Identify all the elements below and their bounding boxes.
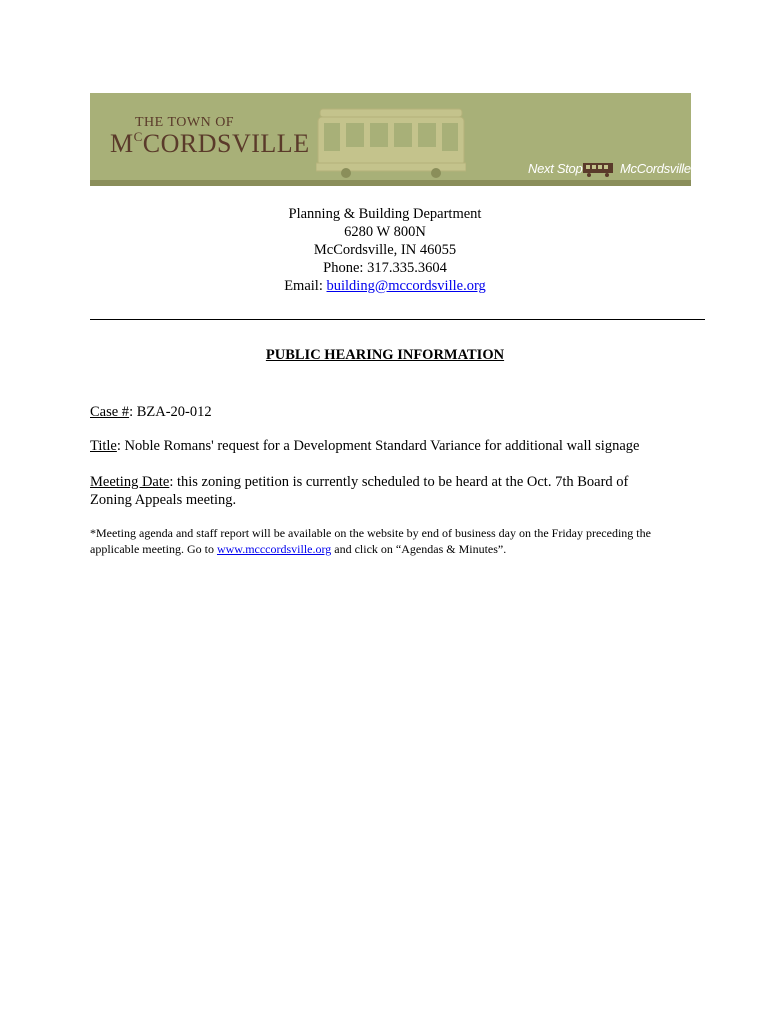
title-value: : Noble Romans' request for a Development Standard Variance for additional wall signage xyxy=(116,438,640,454)
logo-mc-c: C xyxy=(133,129,143,144)
department-address xyxy=(0,205,770,295)
email-line xyxy=(0,277,770,295)
logo-town-of: THE TOWN OF xyxy=(135,115,235,130)
tagline-mccordsville: McCordsville xyxy=(620,161,691,176)
note-text-after: and click on “Agendas & Minutes”. xyxy=(331,541,507,556)
logo-town-name xyxy=(110,129,310,159)
meeting-note xyxy=(90,526,700,557)
website-link[interactable]: www.mcccordsville.org xyxy=(216,541,332,556)
title-label: Title xyxy=(90,438,117,454)
meeting-date xyxy=(90,473,665,509)
case-label: Case # xyxy=(90,404,130,420)
logo-name-rest: CORDSVILLE xyxy=(142,129,310,158)
street-address: 6280 W 800N xyxy=(344,224,426,240)
page-title: PUBLIC HEARING INFORMATION xyxy=(265,347,505,363)
mini-trolley-icon xyxy=(582,161,614,177)
trolley-icon xyxy=(316,105,466,179)
case-value: : BZA-20-012 xyxy=(129,404,212,420)
phone-number: Phone: 317.335.3604 xyxy=(323,260,447,276)
tagline-next-stop: Next Stop xyxy=(528,161,583,176)
email-link[interactable]: building@mccordsville.org xyxy=(326,278,486,294)
meeting-date-label: Meeting Date xyxy=(90,474,170,490)
email-label: Email: xyxy=(284,278,323,294)
banner-bottom-stripe xyxy=(90,180,691,186)
case-number xyxy=(90,403,690,421)
note-text-before: *Meeting agenda and staff report will be available on the website by end of business day on the Friday preceding the applicable meeting. Go to xyxy=(90,526,651,556)
town-banner xyxy=(90,93,691,186)
logo-mc-m: M xyxy=(110,129,134,158)
city-state-zip: McCordsville, IN 46055 xyxy=(313,242,457,258)
department-name: Planning & Building Department xyxy=(288,206,482,222)
meeting-date-value: : this zoning petition is currently scheduled to be heard at the Oct. 7th Board of Zoning Appeals meeting. xyxy=(90,474,629,508)
horizontal-divider xyxy=(90,319,705,320)
petition-title xyxy=(90,437,690,455)
